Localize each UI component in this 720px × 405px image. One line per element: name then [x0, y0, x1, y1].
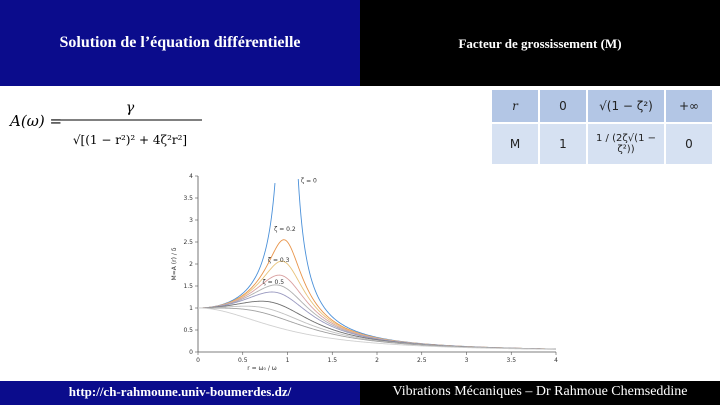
x-tick-label: 2.5: [416, 357, 427, 364]
x-tick-label: 0.5: [237, 357, 248, 364]
series-line: [198, 179, 556, 349]
y-tick-label: 1.5: [183, 283, 193, 290]
x-axis-label: r = ω₀ / ω: [247, 365, 277, 372]
y-tick-label: 0.5: [183, 327, 193, 334]
x-tick-label: 3.5: [506, 357, 517, 364]
x-tick-label: 2: [375, 357, 379, 364]
series-line: [198, 308, 556, 349]
curve-annotation: ζ = 0.3: [267, 256, 290, 264]
table-cell: 1: [540, 124, 586, 164]
table-row: [492, 90, 712, 122]
formula-numerator: γ: [125, 100, 135, 116]
y-tick-label: 2: [189, 261, 193, 268]
table-cell: √(1 − ζ²): [588, 90, 664, 122]
formula-denominator: √[(1 − r²)² + 4ζ²r²]: [72, 133, 188, 147]
resonance-chart: [170, 170, 565, 380]
table-cell: 0: [540, 90, 586, 122]
y-axis-label: M=A (r) / δ: [171, 247, 178, 281]
table-cell: r: [492, 90, 538, 122]
y-tick-label: 0: [189, 349, 193, 356]
x-tick-label: 1: [285, 357, 290, 364]
x-tick-label: 0: [196, 357, 200, 364]
y-tick-label: 1: [189, 305, 193, 312]
y-tick-label: 3.5: [183, 195, 193, 202]
footer-url-link[interactable]: http://ch-rahmoune.univ-boumerdes.dz/: [68, 384, 292, 399]
table-cell: 0: [666, 124, 712, 164]
x-tick-label: 4: [554, 357, 558, 364]
amplitude-formula: [6, 92, 206, 162]
curve-annotation: ζ = 0: [300, 177, 317, 185]
y-tick-label: 4: [189, 173, 193, 180]
x-tick-label: 1.5: [327, 357, 338, 364]
series-line: [198, 301, 556, 349]
formula-lhs: A(ω) =: [10, 112, 63, 130]
table-cell: 1 / (2ζ√(1 − ζ²)): [588, 124, 664, 164]
y-tick-label: 2.5: [183, 239, 193, 246]
table-row: [492, 124, 712, 164]
table-cell: M: [492, 124, 538, 164]
y-tick-label: 3: [189, 217, 193, 224]
table-cell: +∞: [666, 90, 712, 122]
curve-annotation: ζ = 0.2: [274, 226, 296, 233]
footer-author: Vibrations Mécaniques – Dr Rahmoue Chemseddine: [392, 384, 688, 399]
curve-annotation: ζ = 0.5: [262, 278, 285, 286]
x-tick-label: 3: [464, 357, 469, 364]
series-line: [198, 275, 556, 349]
series-line: [198, 261, 556, 349]
section-title: Facteur de grossissement (M): [458, 36, 622, 51]
slide-title: Solution de l’équation différentielle: [59, 34, 301, 51]
magnification-table: [490, 88, 714, 166]
